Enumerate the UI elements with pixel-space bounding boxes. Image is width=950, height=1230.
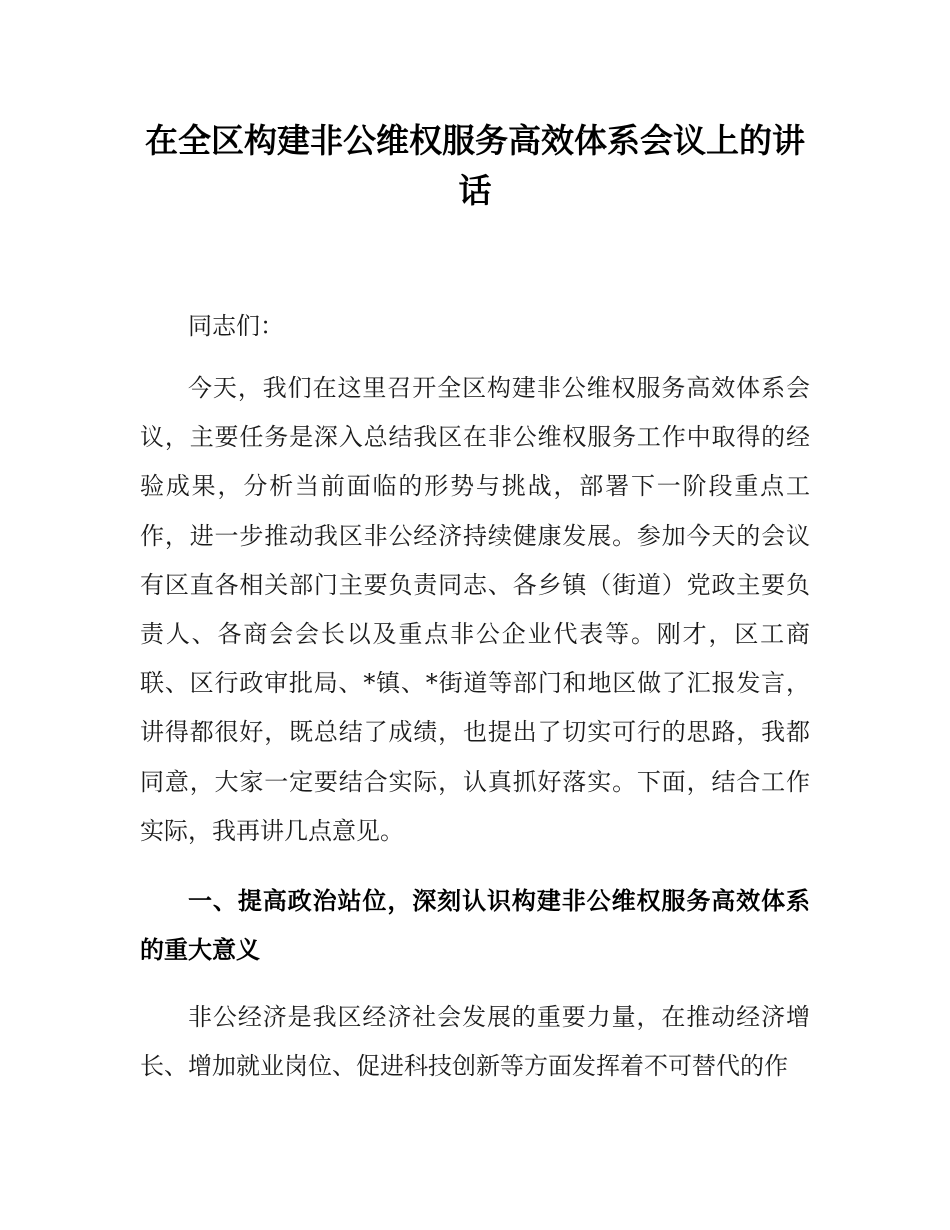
section-paragraph: 非公经济是我区经济社会发展的重要力量，在推动经济增长、增加就业岗位、促进科技创新等方面发挥着不可替代的作 — [140, 1003, 810, 1081]
intro-paragraph: 今天，我们在这里召开全区构建非公维权服务高效体系会议，主要任务是深入总结我区在非公维权服务工作中取得的经验成果，分析当前面临的形势与挑战，部署下一阶段重点工作，进一步推动我区非公经济持续健康发展。参加今天的会议有区直各相关部门主要负责同志、各乡镇（街道）党政主要负责人、各商会会长以及重点非公企业代表等。刚才，区工商联、区行政审批局、*镇、*街道等部门和地区做了汇报发言，讲得都很好，既总结了成绩，也提出了切实可行的思路，我都同意，大家一定要结合实际，认真抓好落实。下面，结合工作实际，我再讲几点意见。 — [140, 374, 810, 845]
greeting: 同志们： — [188, 312, 284, 340]
section-heading: 一、提高政治站位，深刻认识构建非公维权服务高效体系的重大意义 — [140, 887, 810, 965]
document-title: 在全区构建非公维权服务高效体系会议上的讲话 — [145, 121, 805, 210]
